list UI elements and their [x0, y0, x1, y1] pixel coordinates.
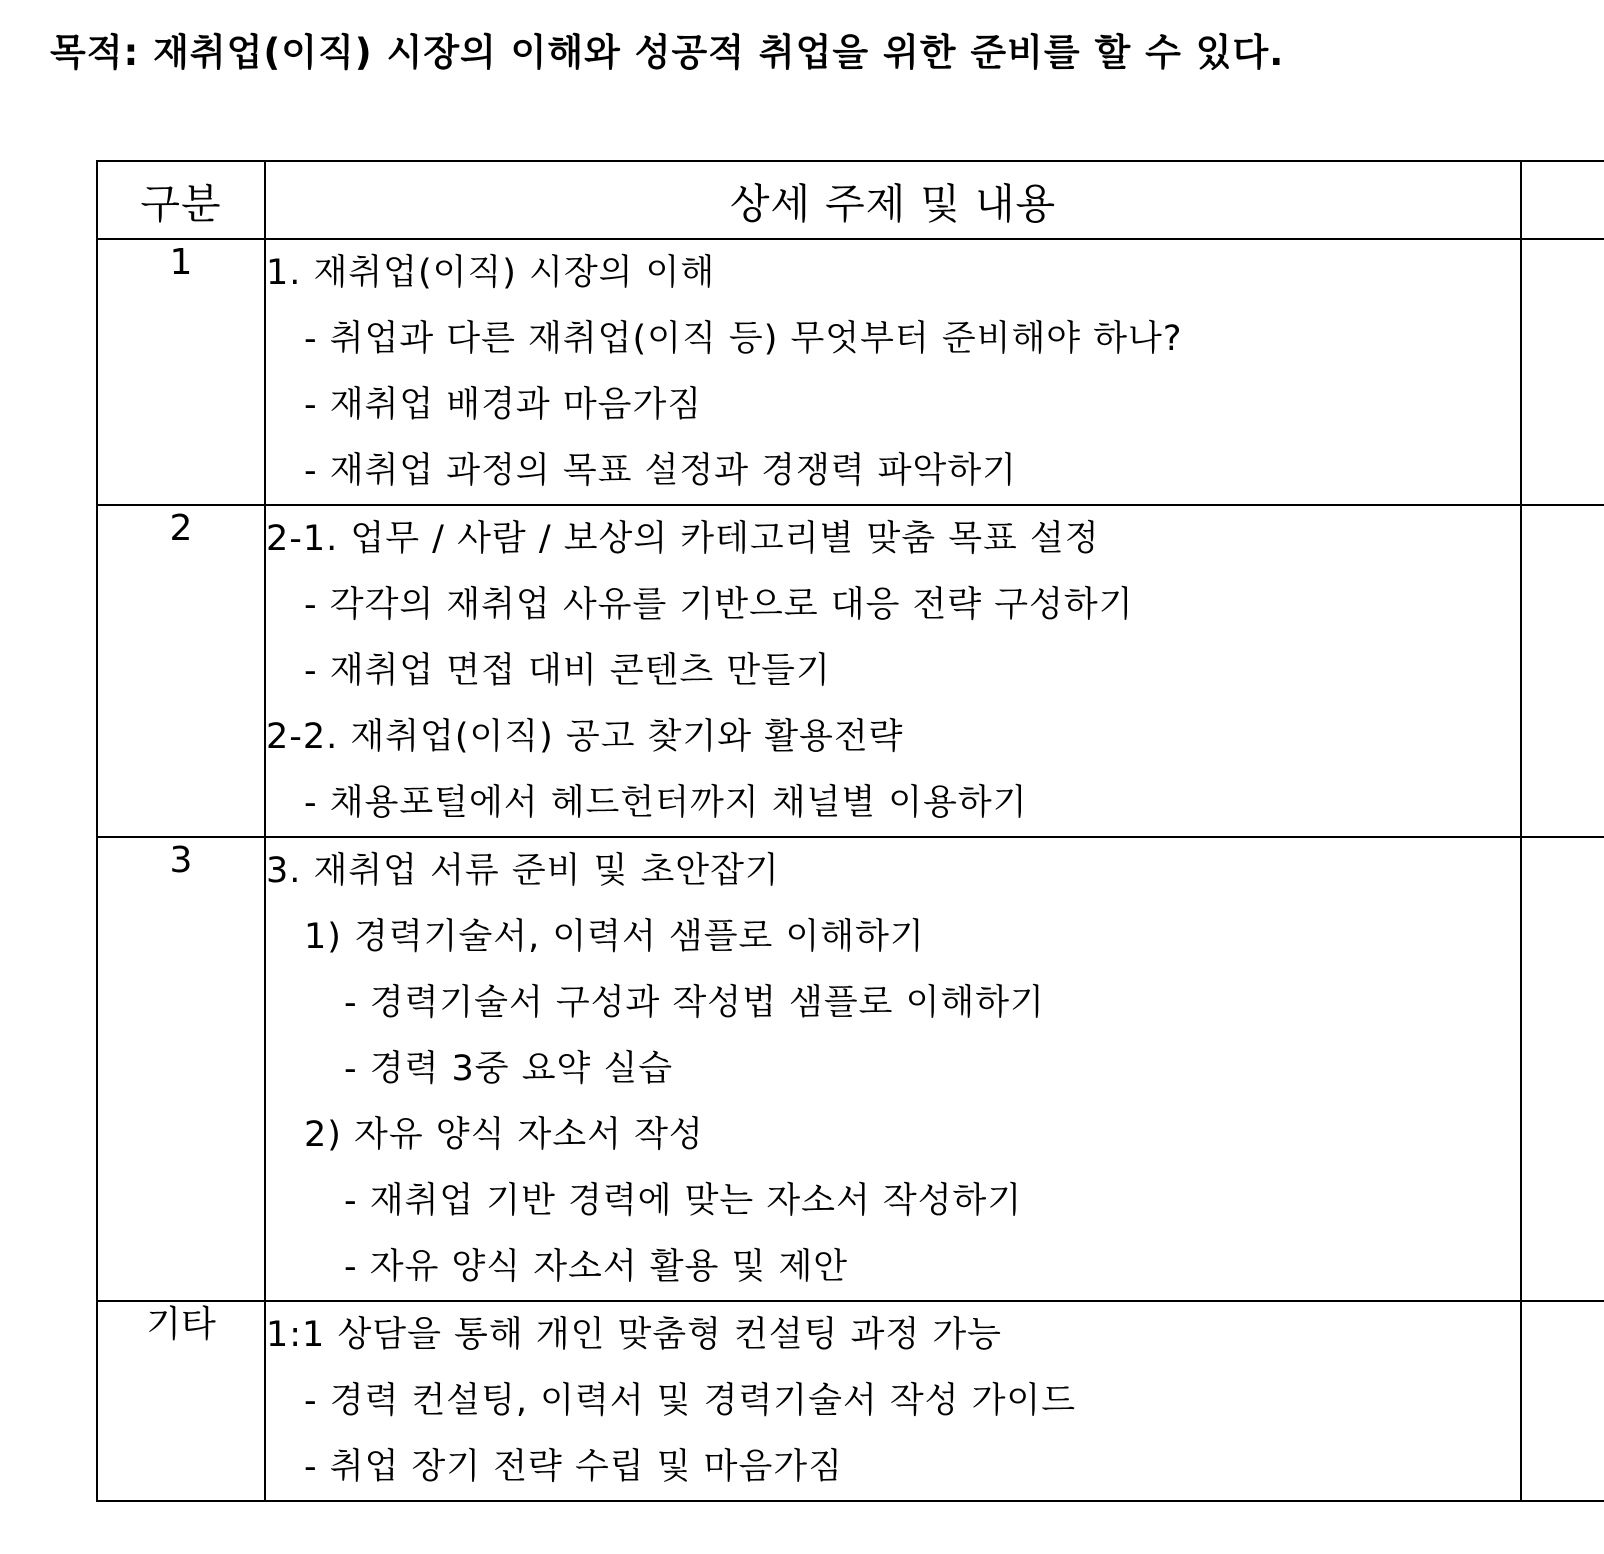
- row-content-cell: [265, 505, 1521, 837]
- table-header-row: [97, 161, 1604, 239]
- row-content-cell: [265, 239, 1521, 505]
- header-extra: [1521, 161, 1604, 239]
- content-line: 1:1 상담을 통해 개인 맞춤형 컨설팅 과정 가능: [266, 1315, 1002, 1355]
- row-extra-cell: [1521, 239, 1604, 505]
- content-line: - 각각의 재취업 사유를 기반으로 대응 전략 구성하기: [304, 585, 1134, 625]
- content-line: - 취업과 다른 재취업(이직 등) 무엇부터 준비해야 하나?: [304, 319, 1183, 359]
- content-line: - 재취업 면접 대비 콘텐츠 만들기: [304, 651, 831, 691]
- row-category-cell: 1: [97, 239, 265, 505]
- row-category-cell: 기타: [97, 1301, 265, 1501]
- table-row: [97, 1301, 1604, 1501]
- content-line: 2-2. 재취업(이직) 공고 찾기와 활용전략: [266, 717, 904, 757]
- content-line: - 채용포털에서 헤드헌터까지 채널별 이용하기: [304, 783, 1028, 823]
- content-line: - 재취업 배경과 마음가짐: [304, 385, 703, 425]
- row-content-cell: [265, 837, 1521, 1301]
- content-line: - 재취업 과정의 목표 설정과 경쟁력 파악하기: [304, 451, 1017, 491]
- table-body: [97, 239, 1604, 1501]
- content-line: 1. 재취업(이직) 시장의 이해: [266, 253, 716, 293]
- row-content-cell: [265, 1301, 1521, 1501]
- content-line: - 경력기술서 구성과 작성법 샘플로 이해하기: [344, 983, 1045, 1023]
- content-line: - 자유 양식 자소서 활용 및 제안: [344, 1247, 849, 1287]
- content-line: 2) 자유 양식 자소서 작성: [304, 1115, 704, 1155]
- content-line: - 재취업 기반 경력에 맞는 자소서 작성하기: [344, 1181, 1023, 1221]
- content-line: - 경력 컨설팅, 이력서 및 경력기술서 작성 가이드: [304, 1381, 1077, 1421]
- table-row: [97, 239, 1604, 505]
- curriculum-table: [96, 160, 1604, 1502]
- header-details: 상세 주제 및 내용: [265, 161, 1521, 239]
- content-line: 3. 재취업 서류 준비 및 초안잡기: [266, 851, 780, 891]
- table-row: [97, 837, 1604, 1301]
- purpose-statement: 목적: 재취업(이직) 시장의 이해와 성공적 취업을 위한 준비를 할 수 있다.: [50, 31, 1285, 74]
- row-extra-cell: [1521, 1301, 1604, 1501]
- content-line: - 취업 장기 전략 수립 및 마음가짐: [304, 1447, 843, 1487]
- row-extra-cell: [1521, 505, 1604, 837]
- content-line: 2-1. 업무 / 사람 / 보상의 카테고리별 맞춤 목표 설정: [266, 519, 1100, 559]
- row-extra-cell: [1521, 837, 1604, 1301]
- row-category-cell: 3: [97, 837, 265, 1301]
- content-line: 1) 경력기술서, 이력서 샘플로 이해하기: [304, 917, 925, 957]
- header-category: 구분: [97, 161, 265, 239]
- table-row: [97, 505, 1604, 837]
- content-line: - 경력 3중 요약 실습: [344, 1049, 674, 1089]
- row-category-cell: 2: [97, 505, 265, 837]
